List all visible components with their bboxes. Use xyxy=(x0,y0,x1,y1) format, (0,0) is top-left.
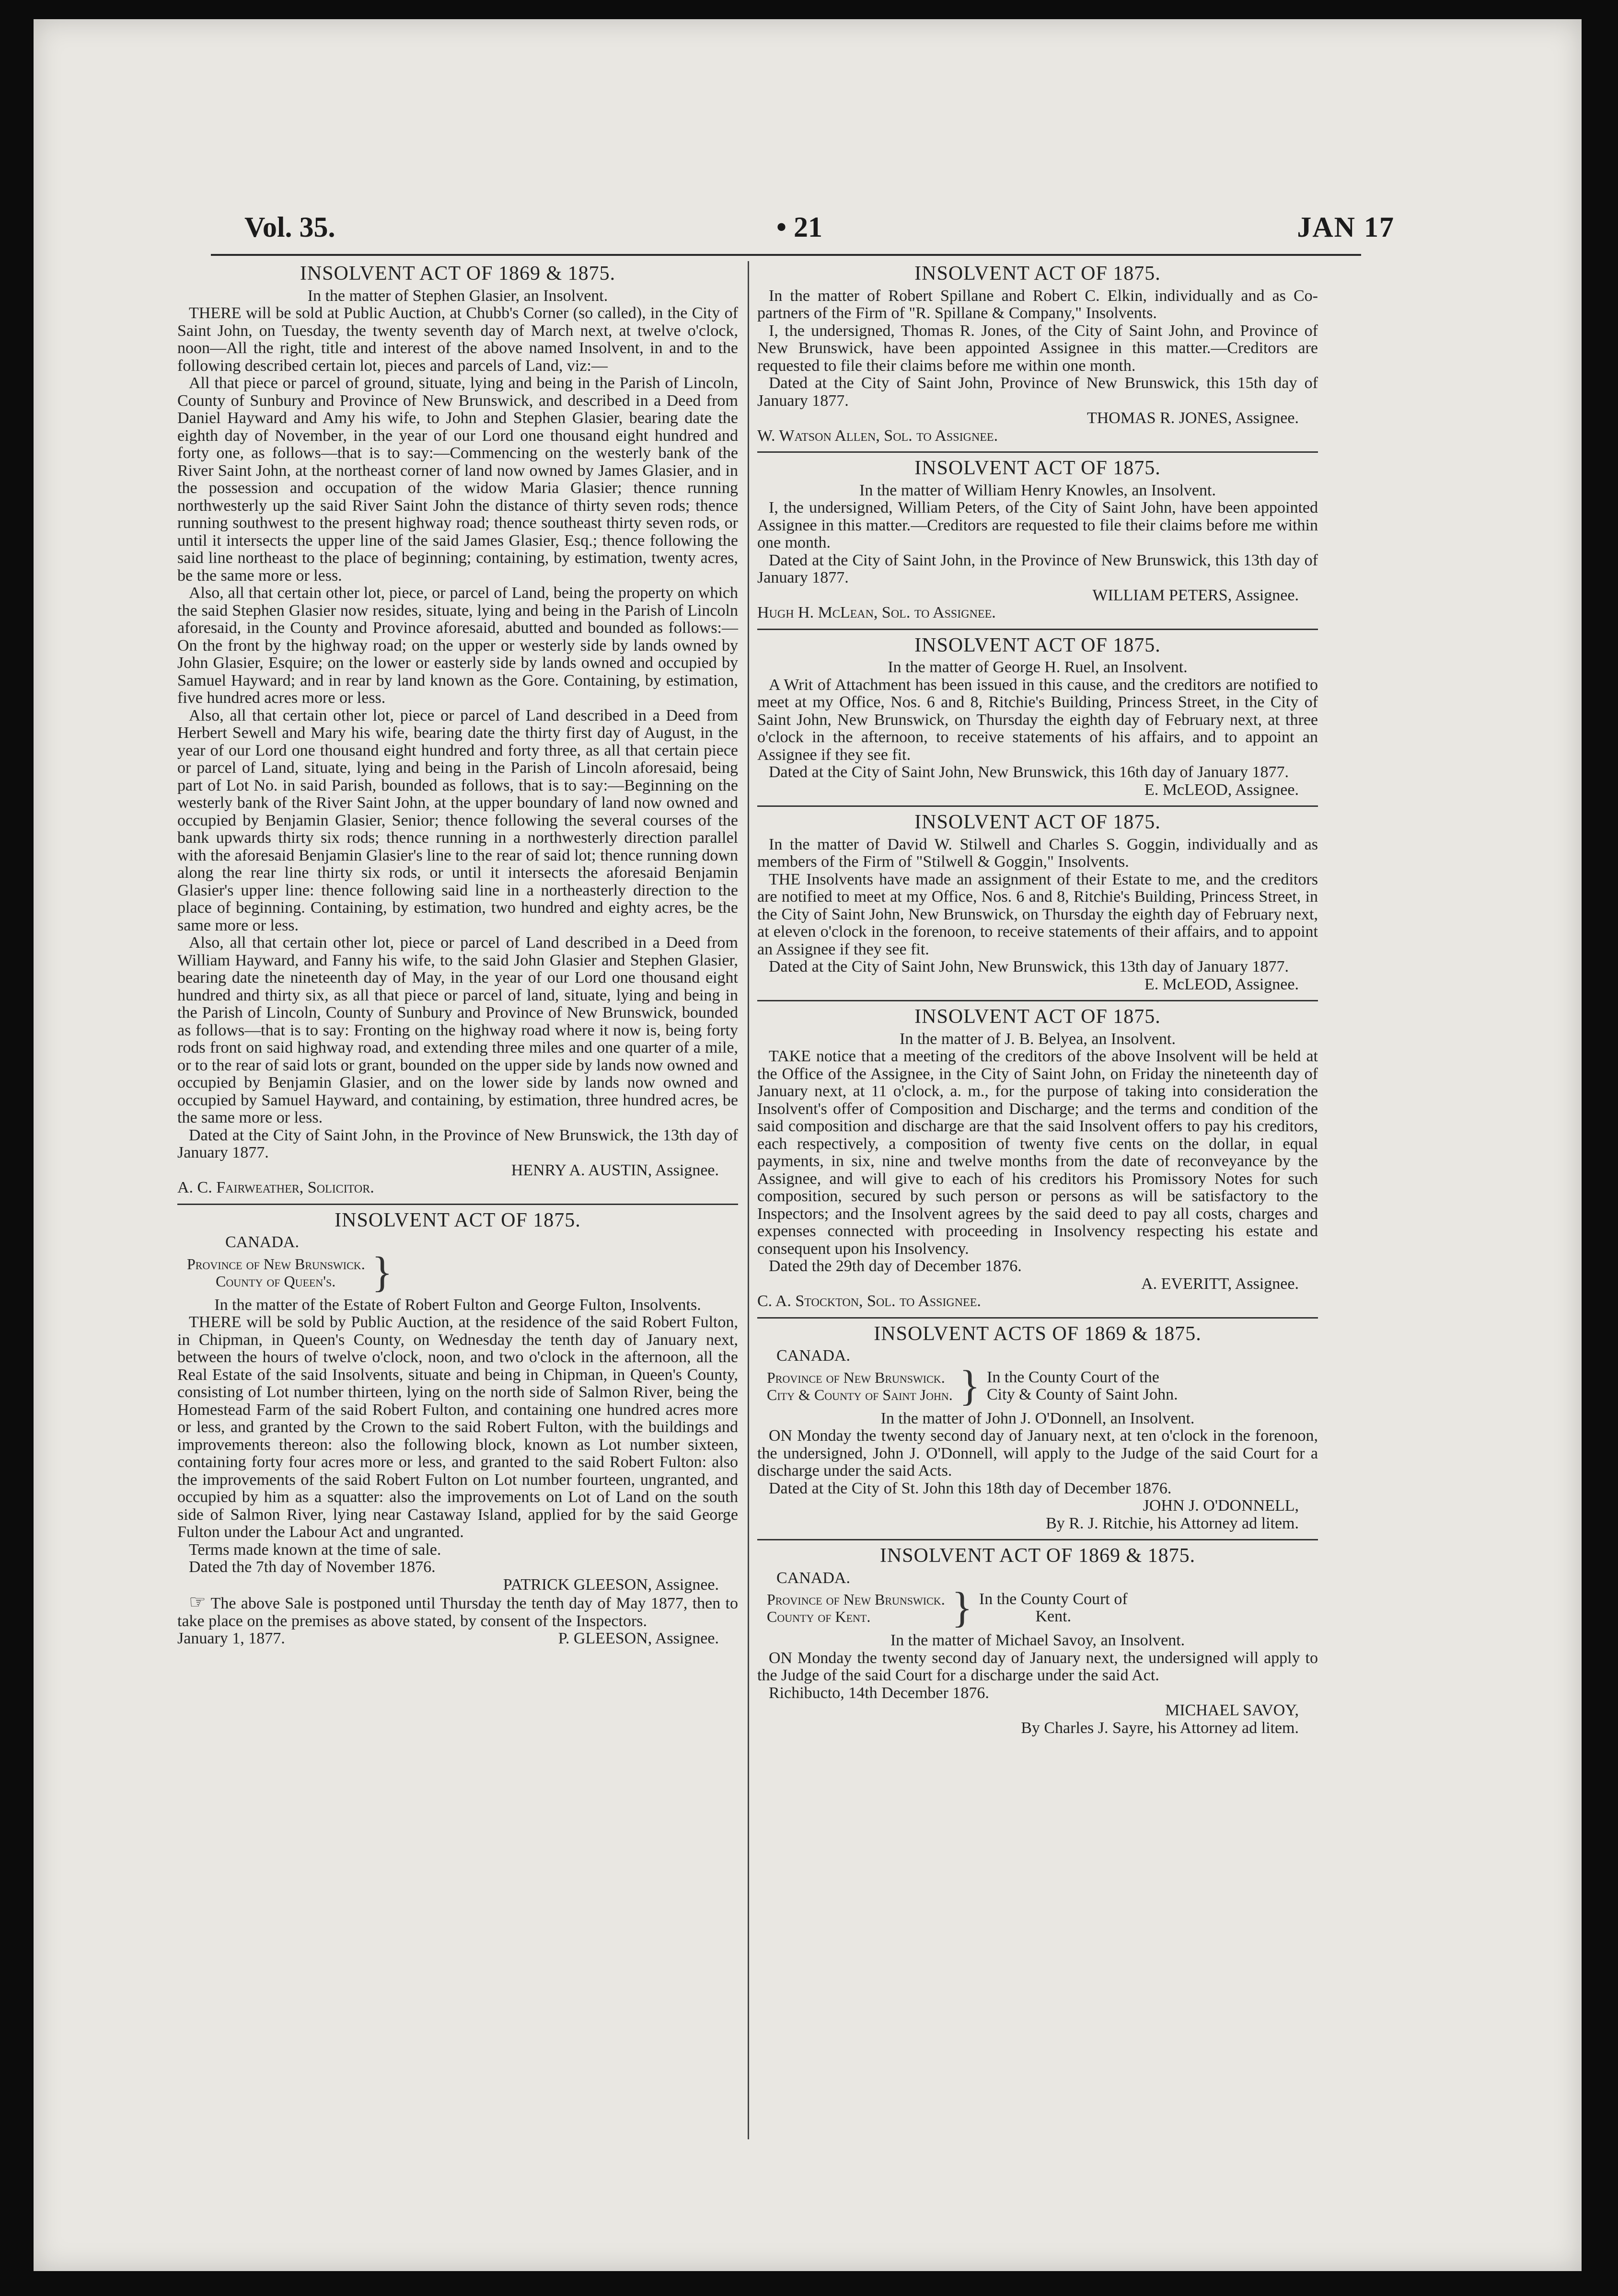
pointing-hand-icon: ☞ xyxy=(189,1591,206,1613)
notice-paragraph: THERE will be sold by Public Auction, at the residence of the said Robert Fulton, in Chipman, in Queen's County, on Wednesday the tenth day of January next, between the hours of twelve o'clock, noon, and two o'clock in the afternoon, all the Real Estate of the said Insolvents, situate and being in Chipman, in Queen's County, consisting of Lot number thirteen, lying on the north side of Salmon River, being the Homestead Farm of the said Robert Fulton, and containing one hundred acres more or less, and granted by the Crown to the said Robert Fulton, with the buildings and improvements thereon: also the following block, known as Lot number sixteen, containing forty four acres more or less, and granted to the said Robert Fulton: also the improvements of the said Robert Fulton on Lot number fourteen, ungranted, and occupied by him as a squatter: also the improvements on Lot of Land on the south side of Salmon River, lying near Castaway Island, applied for by the said George Fulton under the Labour Act and ungranted. xyxy=(177,1313,738,1541)
notice-title: INSOLVENT ACT OF 1869 & 1875. xyxy=(879,1545,1196,1567)
postponement-text: The above Sale is postponed until Thursday the tenth day of May 1877, then to take place on the premises as above stated, by consent of the Inspectors. xyxy=(177,1595,739,1630)
notice-title: INSOLVENT ACT OF 1875. xyxy=(335,1209,581,1231)
county-line: City & County of Saint John. xyxy=(767,1386,953,1403)
notice-dateline: Dated at the City of Saint John, in the Province of New Brunswick, this 13th day of January 1877. xyxy=(757,551,1318,586)
notice-title: INSOLVENT ACT OF 1875. xyxy=(914,1006,1161,1028)
assignee-signature: A. EVERITT, Assignee. xyxy=(1141,1274,1299,1293)
assignee-signature: THOMAS R. JONES, Assignee. xyxy=(1086,409,1299,427)
closing-date: January 1, 1877. xyxy=(177,1630,285,1647)
brace-glyph: } xyxy=(959,1362,980,1410)
notice-title: INSOLVENT ACT OF 1875. xyxy=(914,457,1161,479)
page-number: • 21 xyxy=(776,211,823,243)
court-line: In the County Court of xyxy=(979,1590,1128,1608)
notice-dateline: Dated the 29th day of December 1876. xyxy=(769,1257,1022,1275)
assignee-signature: P. GLEESON, Assignee. xyxy=(558,1630,719,1647)
notice-paragraph: TAKE notice that a meeting of the creditors of the above Insolvent will be held at the Office of the Assignee, in the City of Saint John, on Friday the nineteenth day of January next, at 11 o'clock, a. m., for the purpose of taking into consideration the Insolvent's offer of Composition and Discharge; and the terms and condition of the said composition and discharge are that the said Insolvent offers to pay his creditors, each respectively, a composition of twenty five cents on the dollar, in equal payments, in six, nine and twelve months from the date of reconveyance by the Assignee, and will give to each of his creditors his Promissory Notes for such composition, secured by such person or persons as will be satisfactory to the Inspectors; and the Insolvent agrees by the said deed to pay all costs, charges and expenses connected with proceeding in Insolvency respecting his estate and consequent upon his Insolvency. xyxy=(757,1047,1318,1258)
notice-title: INSOLVENT ACT OF 1875. xyxy=(914,263,1161,285)
notice-paragraph: All that piece or parcel of ground, situate, lying and being in the Parish of Lincoln, County of Sunbury and Province of New Brunswick, and described in a Deed from Daniel Hayward and Amy his wife, to John and Stephen Glasier, bearing date the eighth day of November, in the year of our Lord one thousand eight hundred and forty one, as follows—that is to say:—Commencing on the westerly bank of the River Saint John, at the northeast corner of land now owned by James Glasier, and in the possession and occupation of the widow Maria Glasier; thence running northwesterly up the said River Saint John the distance of thirty seven rods; thence running southwest to the present highway road; thence southeast thirty seven rods, or until it intersects the upper line of the said James Glasier, Esq.; thence following the said line northeast to the place of beginning; containing, by estimation, twenty acres, be the same more or less. xyxy=(177,374,738,585)
province-block xyxy=(187,1248,738,1296)
notice-separator xyxy=(757,1000,1318,1001)
notice-subtitle: In the matter of J. B. Belyea, an Insolvent. xyxy=(900,1030,1176,1048)
left-column xyxy=(177,261,738,1654)
province-block xyxy=(767,1362,1318,1410)
notice-dateline: Dated at the City of Saint John, in the Province of New Brunswick, the 13th day of January 1877. xyxy=(177,1126,738,1161)
right-column xyxy=(757,261,1318,1744)
assignee-signature: WILLIAM PETERS, Assignee. xyxy=(1092,586,1299,604)
notice-dateline: Dated at the City of Saint John, Province of New Brunswick, this 15th day of January 1877. xyxy=(757,374,1318,410)
notice-title: INSOLVENT ACT OF 1875. xyxy=(914,811,1161,833)
canada-label: CANADA. xyxy=(776,1347,850,1365)
notice-savoy xyxy=(757,1547,1318,1737)
notice-dateline: Richibucto, 14th December 1876. xyxy=(769,1684,989,1702)
assignee-signature: PATRICK GLEESON, Assignee. xyxy=(503,1575,719,1594)
notice-separator xyxy=(177,1204,738,1205)
attorney-line: By R. J. Ritchie, his Attorney ad litem. xyxy=(1046,1514,1299,1532)
column-divider xyxy=(748,261,749,2139)
county-line: County of Kent. xyxy=(767,1608,871,1625)
notice-ruel xyxy=(757,634,1318,799)
notice-glasier xyxy=(177,265,738,1197)
notice-title: INSOLVENT ACTS OF 1869 & 1875. xyxy=(874,1322,1202,1345)
notice-paragraph: I, the undersigned, William Peters, of the City of Saint John, have been appointed Assignee in this matter.—Creditors are requested to file their claims before me within one month. xyxy=(757,499,1318,551)
notice-separator xyxy=(757,451,1318,453)
notice-subtitle: In the matter of Stephen Glasier, an Insolvent. xyxy=(307,287,608,305)
province-line: Province of New Brunswick. xyxy=(767,1368,945,1386)
notice-dateline: Dated at the City of Saint John, New Brunswick, this 16th day of January 1877. xyxy=(769,763,1289,781)
notice-subtitle: In the matter of David W. Stilwell and Charles S. Goggin, individually and as members of the Firm of "Stilwell & Goggin," Insolvents. xyxy=(757,835,1318,871)
notice-belyea xyxy=(757,1008,1318,1310)
canada-label: CANADA. xyxy=(225,1233,299,1251)
notice-paragraph: I, the undersigned, Thomas R. Jones, of the City of Saint John, and Province of New Brunswick, have been appointed Assignee in this matter.—Creditors are requested to file their claims before me within one month. xyxy=(757,321,1318,375)
brace-glyph: } xyxy=(951,1584,972,1631)
notice-odonnell xyxy=(757,1322,1318,1533)
canada-label: CANADA. xyxy=(776,1569,850,1587)
notice-subtitle: In the matter of William Henry Knowles, an Insolvent. xyxy=(859,481,1216,499)
notice-paragraph: A Writ of Attachment has been issued in this cause, and the creditors are notified to meet at my Office, Nos. 6 and 8, Ritchie's Building, Princess Street, in the City of Saint John, New Brunswick, on Thursday the eighth day of February next, at three o'clock in the afternoon, to receive statements of his affairs, and to appoint an Assignee if they see fit. xyxy=(757,676,1318,764)
court-line: City & County of Saint John. xyxy=(987,1385,1178,1403)
notice-dateline: Dated the 7th day of November 1876. xyxy=(189,1558,436,1576)
court-line: Kent. xyxy=(1035,1607,1072,1625)
applicant-signature: JOHN J. O'DONNELL, xyxy=(1143,1497,1299,1515)
notice-dateline: Dated at the City of St. John this 18th day of December 1876. xyxy=(769,1479,1172,1497)
province-line: Province of New Brunswick. xyxy=(767,1591,945,1608)
notice-paragraph: Also, all that certain other lot, piece or parcel of Land described in a Deed from William Hayward, and Fanny his wife, to the said John Glasier and Stephen Glasier, bearing date the nineteenth day of May, in the year of our Lord one thousand eight hundred and thirty six, as all that piece or parcel of land, situate, lying and being in the Parish of Lincoln, County of Sunbury and Province of New Brunswick, bounded as follows—that is to say: Fronting on the highway road where it now is, being forty rods front on said highway road, and extending three miles and one quarter of a mile, or to the rear of said lots or grant, bounded on the upper side by lands now owned and occupied by Benjamin Glasier, and on the lower side by lands now owned and occupied by Samuel Hayward, and containing, by estimation, three hundred acres, be the same more or less. xyxy=(177,934,738,1126)
postponement-paragraph xyxy=(177,1591,739,1630)
notice-paragraph: ON Monday the twenty second day of January next, the undersigned will apply to the Judge of the said Court for a discharge under the said Act. xyxy=(757,1649,1318,1684)
notice-subtitle: In the matter of Michael Savoy, an Insolvent. xyxy=(890,1631,1185,1649)
notice-paragraph: Also, all that certain other lot, piece, or parcel of Land, being the property on which the said Stephen Glasier now resides, situate, lying and being in the Parish of Lincoln aforesaid, in the County and Province aforesaid, abutted and bounded as follows:—On the front by the highway road; on the upper or westerly side by lands owned by John Glasier, Esquire; on the lower or easterly side by lands owned and occupied by Samuel Hayward; and in rear by land known as the Gore. Containing, by estimation, five hundred acres more or less. xyxy=(177,584,738,707)
notice-subtitle: In the matter of John J. O'Donnell, an Insolvent. xyxy=(880,1409,1195,1427)
notice-subtitle: In the matter of George H. Ruel, an Insolvent. xyxy=(888,658,1188,676)
closing-line xyxy=(177,1630,738,1648)
notice-separator xyxy=(757,629,1318,630)
attorney-line: By Charles J. Sayre, his Attorney ad litem. xyxy=(1021,1719,1299,1737)
applicant-signature: MICHAEL SAVOY, xyxy=(1165,1701,1299,1719)
brace-glyph: } xyxy=(371,1248,393,1296)
notice-paragraph: THE Insolvents have made an assignment of their Estate to me, and the creditors are notified to meet at my Office, Nos. 6 and 8, Ritchie's Building, Princess Street, in the City of Saint John, New Brunswick, on Thursday the eighth day of February next, at eleven o'clock in the forenoon, to receive statements of their affairs, and to appoint an Assignee if they see fit. xyxy=(757,870,1318,958)
province-line: Province of New Brunswick. xyxy=(187,1255,365,1273)
solicitor-line: C. A. Stockton, Sol. to Assignee. xyxy=(757,1292,981,1310)
notice-stilwell xyxy=(757,811,1318,993)
assignee-signature: E. McLEOD, Assignee. xyxy=(1144,975,1299,993)
assignee-signature: HENRY A. AUSTIN, Assignee. xyxy=(511,1161,719,1179)
notice-paragraph: ON Monday the twenty second day of January next, at ten o'clock in the forenoon, the undersigned, John J. O'Donnell, will apply to the Judge of the said Court for a discharge under the said Acts. xyxy=(757,1427,1318,1480)
solicitor-line: W. Watson Allen, Sol. to Assignee. xyxy=(757,426,998,445)
county-line: County of Queen's. xyxy=(216,1272,336,1290)
notice-title: INSOLVENT ACT OF 1869 & 1875. xyxy=(300,263,616,285)
assignee-signature: E. McLEOD, Assignee. xyxy=(1144,781,1299,799)
notice-separator xyxy=(757,805,1318,807)
notice-spillane xyxy=(757,265,1318,445)
notice-fulton xyxy=(177,1209,739,1648)
notice-paragraph: Also, all that certain other lot, piece or parcel of Land described in a Deed from Herbert Sewell and Mary his wife, bearing date the thirty first day of August, in the year of our Lord one thousand eight hundred and forty three, as all that certain piece or parcel of Land, situate, lying and being in the Parish of Lincoln aforesaid, being part of Lot No. in said Parish, bounded as follows, that is to say:—Beginning on the westerly bank of the River Saint John, at the upper boundary of land now owned and occupied by Benjamin Glasier, Senior; thence following the several courses of the bank upwards thirty six rods; thence running in a northwesterly direction parallel with the aforesaid Benjamin Glasier's line to the rear of said lot; thence running down along the rear line thirty six rods, or until it intersects the aforesaid Benjamin Glasier's upper line: thence following said line in a northeasterly direction to the place of beginning. Containing, by estimation, two hundred and eighty acres, be the same more or less. xyxy=(177,706,738,934)
notice-knowles xyxy=(757,459,1318,622)
court-line: In the County Court of the xyxy=(987,1368,1159,1386)
issue-date: JAN 17 xyxy=(1297,211,1395,243)
notice-separator xyxy=(757,1317,1318,1319)
notice-separator xyxy=(757,1539,1318,1540)
notice-paragraph: Terms made known at the time of sale. xyxy=(189,1540,441,1559)
notice-subtitle: In the matter of the Estate of Robert Fulton and George Fulton, Insolvents. xyxy=(214,1296,701,1314)
solicitor-line: A. C. Fairweather, Solicitor. xyxy=(177,1179,374,1196)
notice-subtitle: In the matter of Robert Spillane and Robert C. Elkin, individually and as Co-partners of the Firm of "R. Spillane & Company," Insolvents. xyxy=(757,287,1318,322)
notice-paragraph: THERE will be sold at Public Auction, at Chubb's Corner (so called), in the City of Saint John, on Tuesday, the twenty seventh day of March next, at twelve o'clock, noon—All the right, title and interest of the above named Insolvent, in and to the following described certain lot, pieces and parcels of Land, viz:— xyxy=(177,304,738,375)
province-block xyxy=(767,1584,1318,1631)
volume-label: Vol. 35. xyxy=(244,211,335,243)
notice-title: INSOLVENT ACT OF 1875. xyxy=(914,634,1161,656)
header-rule xyxy=(211,254,1361,256)
notice-dateline: Dated at the City of Saint John, New Brunswick, this 13th day of January 1877. xyxy=(769,958,1289,976)
solicitor-line: Hugh H. McLean, Sol. to Assignee. xyxy=(757,604,996,621)
